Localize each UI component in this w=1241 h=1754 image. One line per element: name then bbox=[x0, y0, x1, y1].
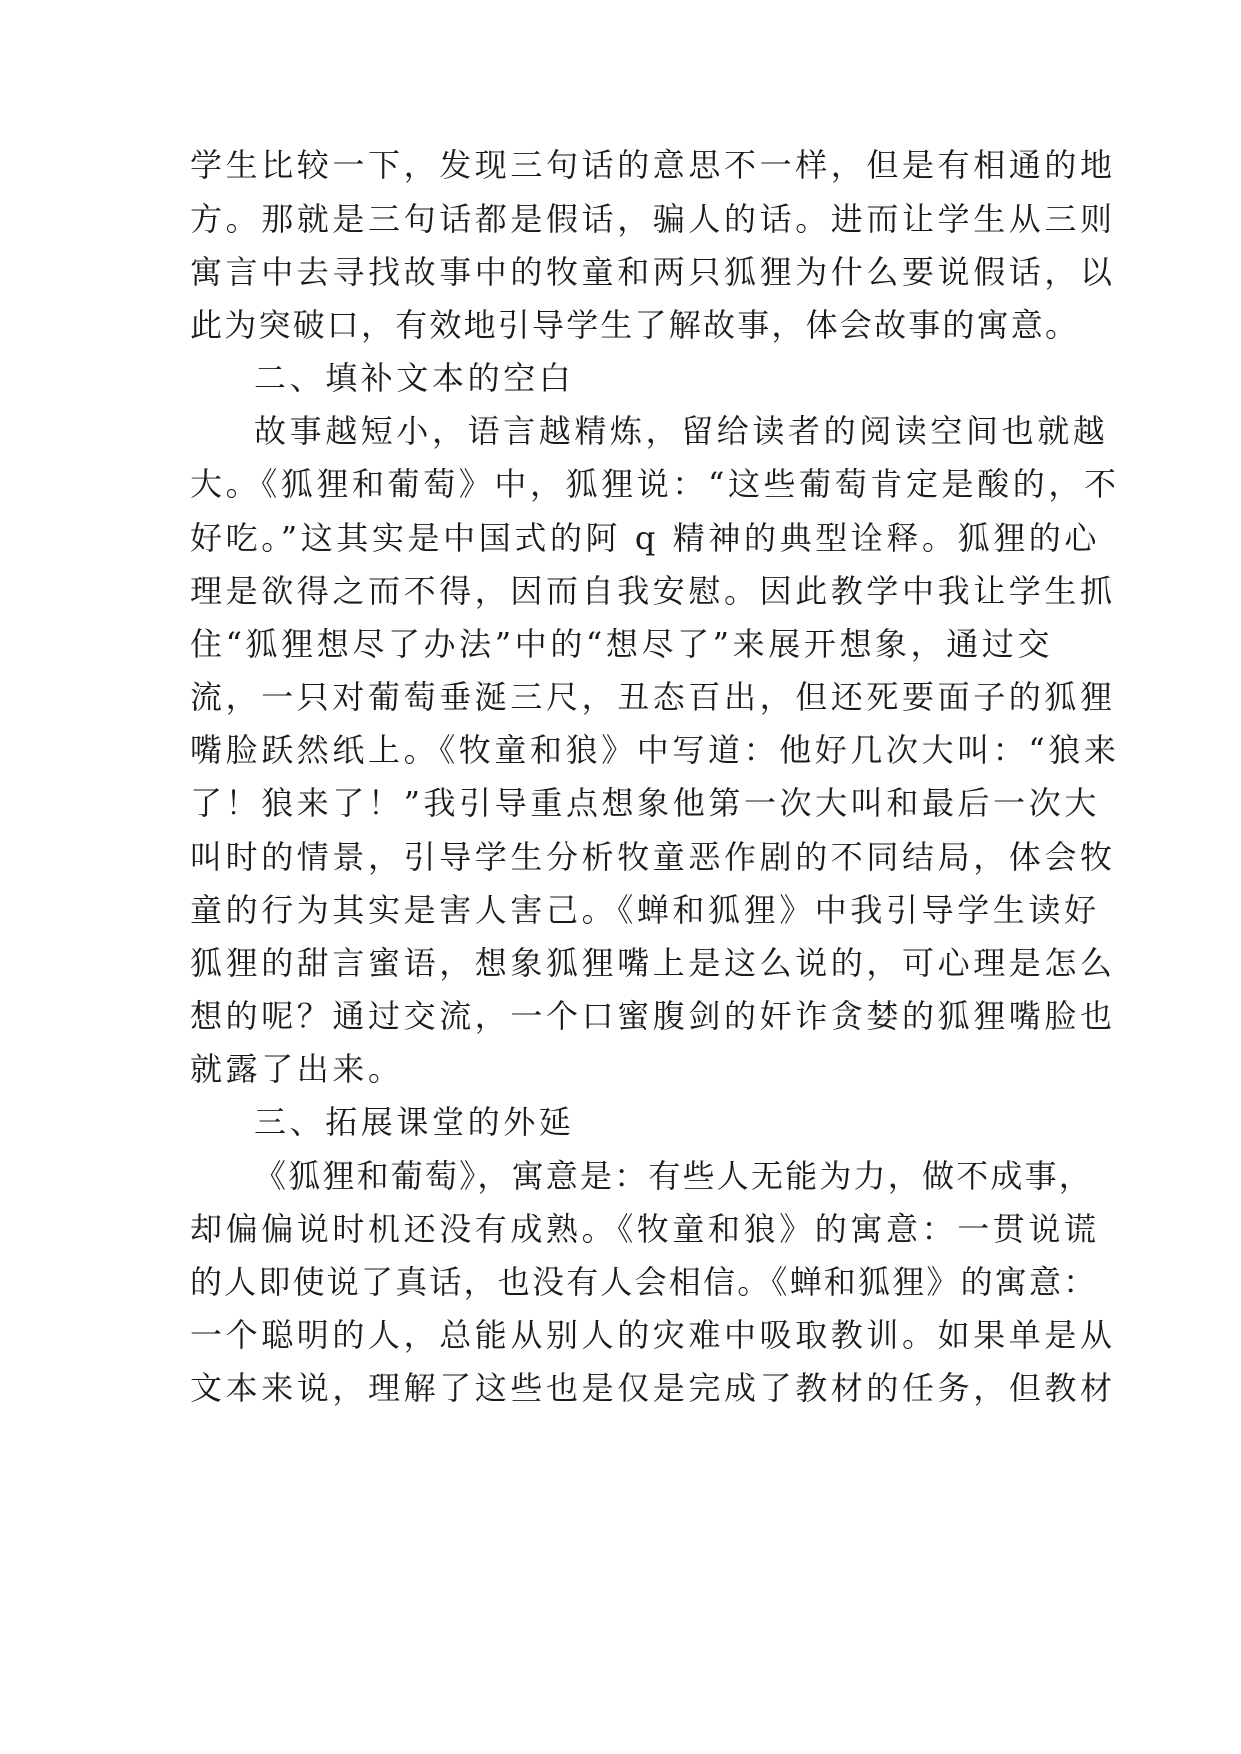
paragraph-line: 的人即使说了真话，也没有人会相信。《蝉和狐狸》的寓意： bbox=[190, 1263, 1098, 1301]
paragraph-line: 就露了出来。 bbox=[190, 1050, 404, 1088]
paragraph-line: 方。那就是三句话都是假话，骗人的话。进而让学生从三则 bbox=[190, 200, 1116, 238]
paragraph-line: 嘴脸跃然纸上。《牧童和狼》中写道：他好几次大叫：“狼来 bbox=[190, 731, 1120, 769]
paragraph-line: 了！狼来了！”我引导重点想象他第一次大叫和最后一次大 bbox=[190, 784, 1100, 822]
paragraph-line: 文本来说，理解了这些也是仅是完成了教材的任务，但教材 bbox=[190, 1369, 1116, 1407]
paragraph-line: 大。《狐狸和葡萄》中，狐狸说：“这些葡萄肯定是酸的，不 bbox=[190, 465, 1120, 503]
paragraph-line: 狐狸的甜言蜜语，想象狐狸嘴上是这么说的，可心理是怎么 bbox=[190, 944, 1116, 982]
paragraph-line: 流，一只对葡萄垂涎三尺，丑态百出，但还死要面子的狐狸 bbox=[190, 678, 1116, 716]
paragraph-line: 理是欲得之而不得，因而自我安慰。因此教学中我让学生抓 bbox=[190, 572, 1116, 610]
paragraph-line: 却偏偏说时机还没有成熟。《牧童和狼》的寓意：一贯说谎 bbox=[190, 1210, 1100, 1248]
paragraph-line: 故事越短小，语言越精炼，留给读者的阅读空间也就越 bbox=[254, 412, 1109, 450]
paragraph-line: 住“狐狸想尽了办法”中的“想尽了”来展开想象，通过交 bbox=[190, 625, 1054, 663]
paragraph-line: 想的呢？通过交流，一个口蜜腹剑的奸诈贪婪的狐狸嘴脸也 bbox=[190, 997, 1116, 1035]
paragraph-line: 寓言中去寻找故事中的牧童和两只狐狸为什么要说假话，以 bbox=[190, 253, 1116, 291]
paragraph-line: 此为突破口，有效地引导学生了解故事，体会故事的寓意。 bbox=[190, 306, 1080, 344]
paragraph-line: 叫时的情景，引导学生分析牧童恶作剧的不同结局，体会牧 bbox=[190, 838, 1116, 876]
paragraph-line: 童的行为其实是害人害己。《蝉和狐狸》中我引导学生读好 bbox=[190, 891, 1100, 929]
section-heading: 二、填补文本的空白 bbox=[254, 359, 575, 397]
paragraph-line: 一个聪明的人，总能从别人的灾难中吸取教训。如果单是从 bbox=[190, 1316, 1116, 1354]
paragraph-line: 学生比较一下，发现三句话的意思不一样，但是有相通的地 bbox=[190, 146, 1116, 184]
paragraph-line: 《狐狸和葡萄》，寓意是：有些人无能为力，做不成事， bbox=[254, 1157, 1094, 1195]
paragraph-line: 好吃。”这其实是中国式的阿 q 精神的典型诠释。狐狸的心 bbox=[190, 519, 1100, 557]
section-heading: 三、拓展课堂的外延 bbox=[254, 1103, 575, 1141]
